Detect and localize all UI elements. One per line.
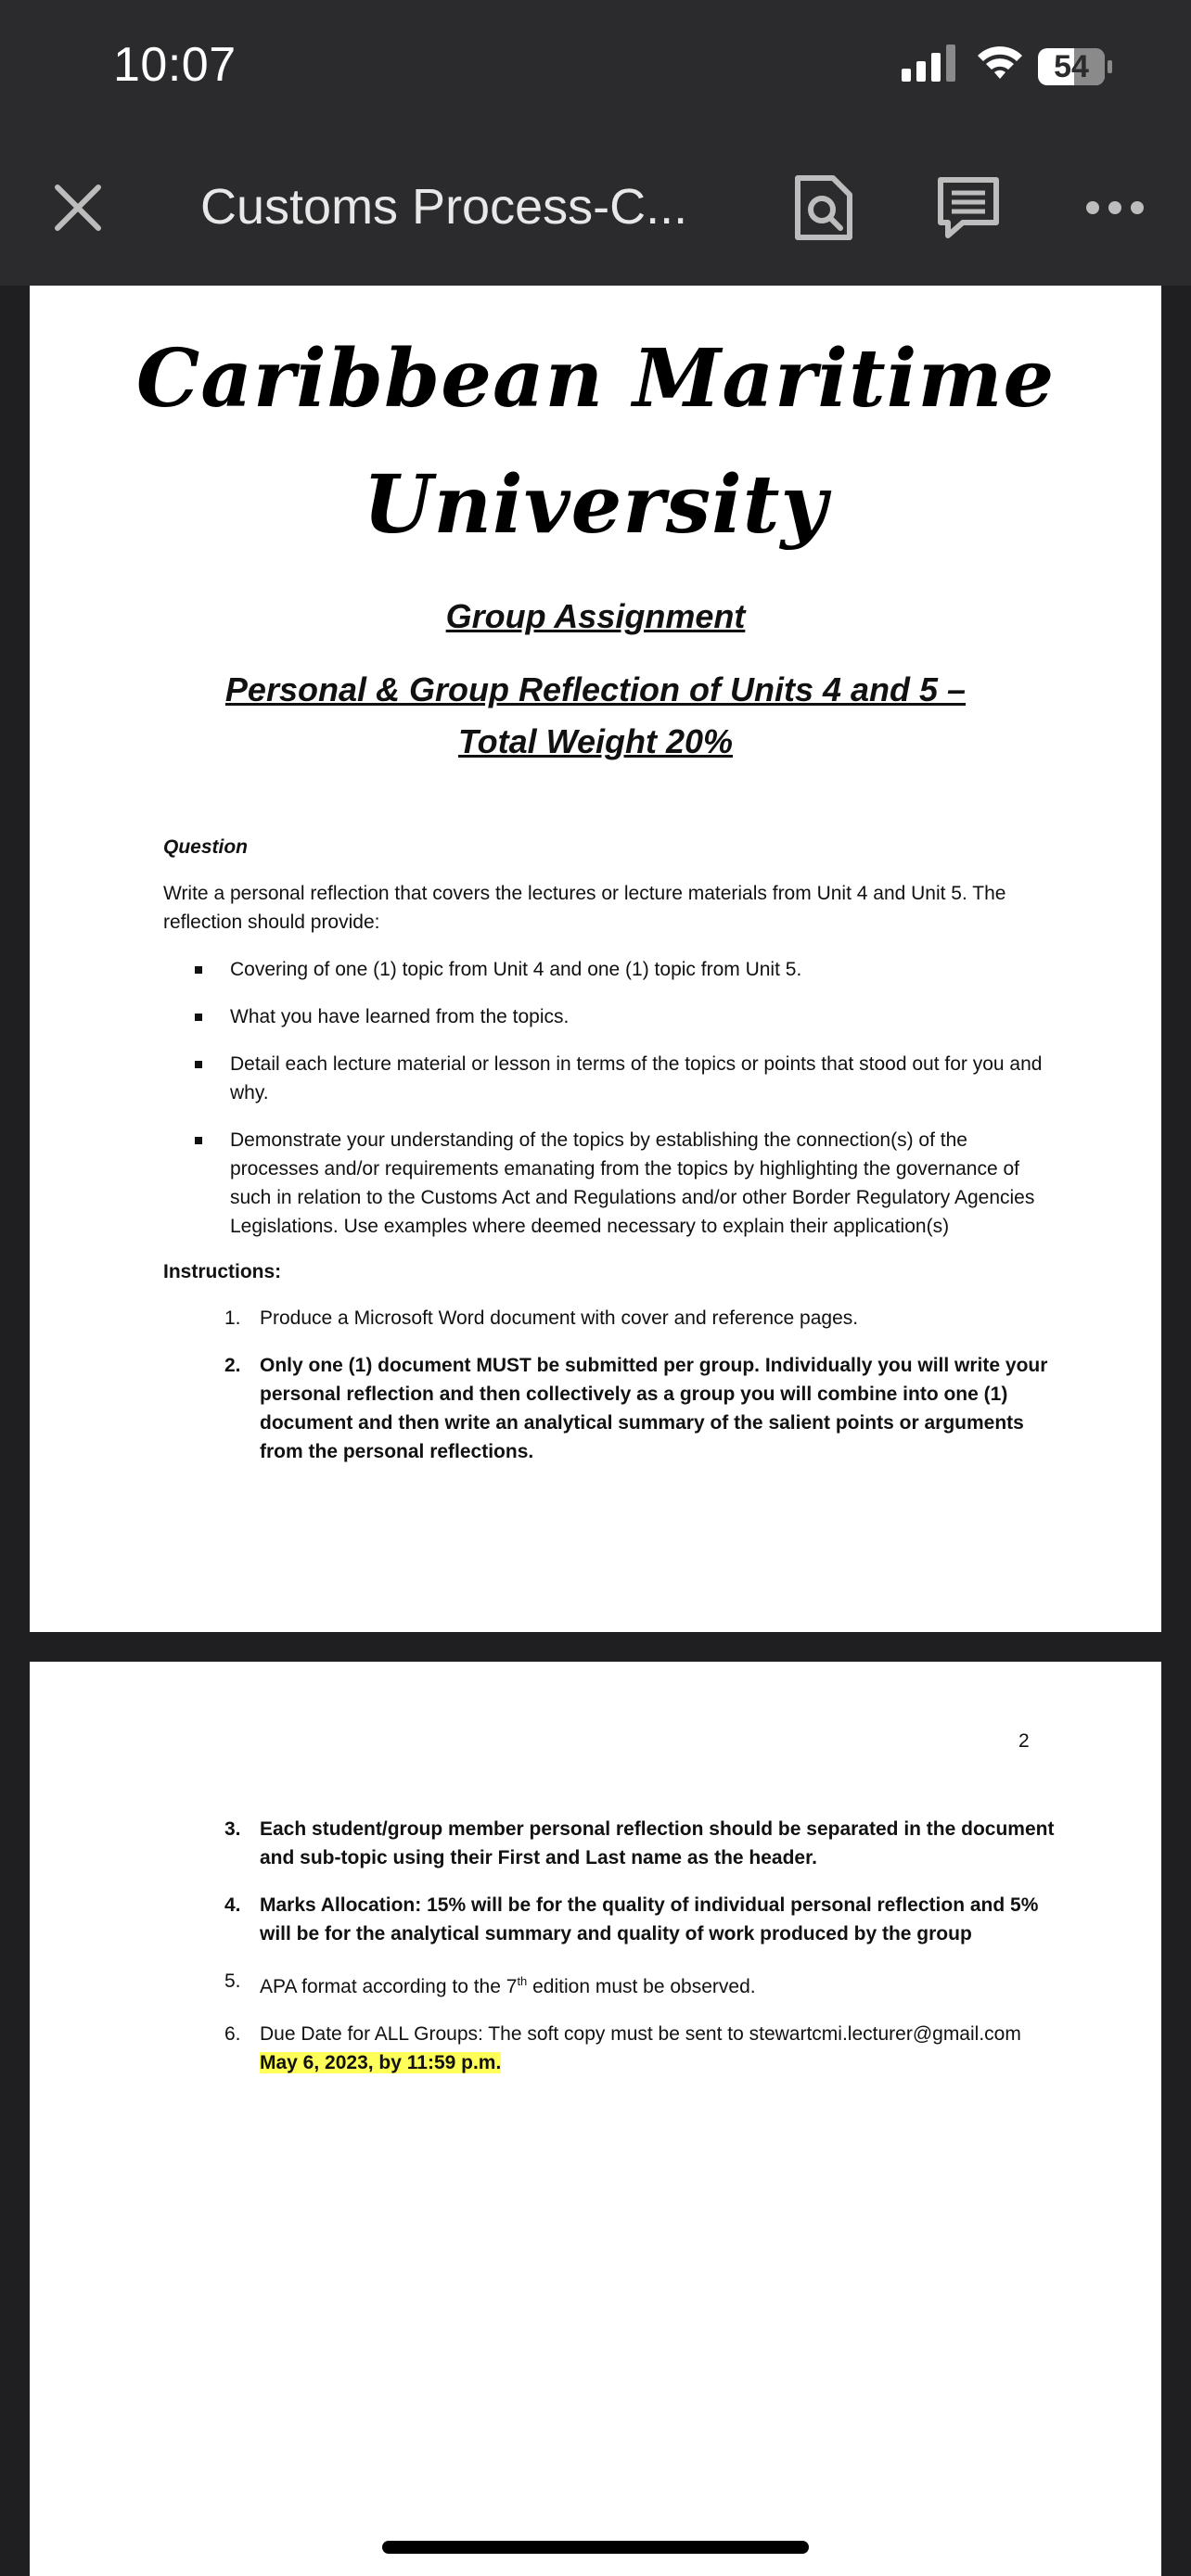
list-text: Produce a Microsoft Word document with cover and reference pages. (260, 1307, 859, 1329)
due-date-highlight: May 6, 2023, by 11:59 p.m. (260, 2052, 502, 2073)
instructions-list-continued (193, 1815, 1056, 2096)
wifi-icon (974, 41, 1026, 82)
superscript: th (517, 1974, 528, 1988)
battery-level: 54 (1054, 49, 1089, 84)
battery-indicator (1037, 46, 1113, 87)
list-item: What you have learned from the topics. (193, 1002, 1056, 1031)
document-page-1 (30, 286, 1161, 1632)
close-icon[interactable] (46, 176, 109, 239)
instructions-label: Instructions: (163, 1261, 282, 1282)
home-indicator[interactable] (382, 2541, 809, 2554)
requirements-list (193, 955, 1056, 1259)
document-page-2 (30, 1662, 1161, 2576)
list-item (193, 1815, 1056, 1872)
comment-icon[interactable] (935, 172, 1002, 243)
status-time: 10:07 (113, 38, 237, 92)
list-item (193, 1351, 1056, 1466)
university-name-line1: Caribbean Maritime (135, 332, 1056, 426)
list-text: Each student/group member personal reflection should be separated in the document and sub-topic using their First and Last name as the header. (260, 1818, 1055, 1868)
list-number: 1. (224, 1307, 241, 1329)
list-number: 4. (224, 1894, 241, 1916)
document-title: Customs Process-C... (200, 179, 688, 235)
cellular-signal-icon (900, 43, 957, 83)
find-in-document-icon[interactable] (790, 172, 857, 243)
page-number: 2 (1018, 1730, 1030, 1752)
university-name-line2: University (363, 458, 828, 552)
list-item (193, 2020, 1056, 2077)
list-item (193, 1967, 1056, 2001)
list-number: 6. (224, 2023, 241, 2045)
list-number: 5. (224, 1970, 241, 1992)
list-item (193, 1891, 1056, 1948)
list-text-after: edition must be observed. (527, 1976, 756, 1997)
list-item: Demonstrate your understanding of the topics by establishing the connection(s) of the processes and/or requirements emanating from the topics by highlighting the governance of such in relation to the Customs Act and Regulations and/or other Border Regulatory Agencies Legislations. Use examples where deemed necessary to explain their application(s) (193, 1126, 1056, 1241)
list-text-before: APA format according to the 7 (260, 1976, 518, 1997)
list-item: Detail each lecture material or lesson in terms of the topics or points that stood out for you and why. (193, 1050, 1056, 1107)
reflection-title: Personal & Group Reflection of Units 4 and 5 – Total Weight 20% (224, 670, 967, 760)
more-options-icon[interactable] (1080, 182, 1150, 234)
question-intro: Write a personal reflection that covers the lectures or lecture materials from Unit 4 and Unit 5. The reflection should provide: (163, 883, 1006, 933)
instructions-list (193, 1304, 1056, 1485)
list-item: Covering of one (1) topic from Unit 4 and one (1) topic from Unit 5. (193, 955, 1056, 984)
list-number: 3. (224, 1818, 241, 1840)
list-text: Due Date for ALL Groups: The soft copy must be sent to stewartcmi.lecturer@gmail.com (260, 2023, 1021, 2045)
top-bar (0, 0, 1191, 286)
list-text: Only one (1) document MUST be submitted per group. Individually you will write your personal reflection and then collectively as a group you will combine into one (1) document and then write an analytical summary of the salient points or arguments from the personal reflections. (260, 1355, 1048, 1462)
question-label: Question (163, 836, 249, 858)
list-text: Marks Allocation: 15% will be for the quality of individual personal reflection and 5% will be for the analytical summary and quality of work produced by the group (260, 1894, 1039, 1945)
list-number: 2. (224, 1355, 241, 1376)
assignment-heading: Group Assignment (445, 597, 746, 635)
list-item (193, 1304, 1056, 1333)
